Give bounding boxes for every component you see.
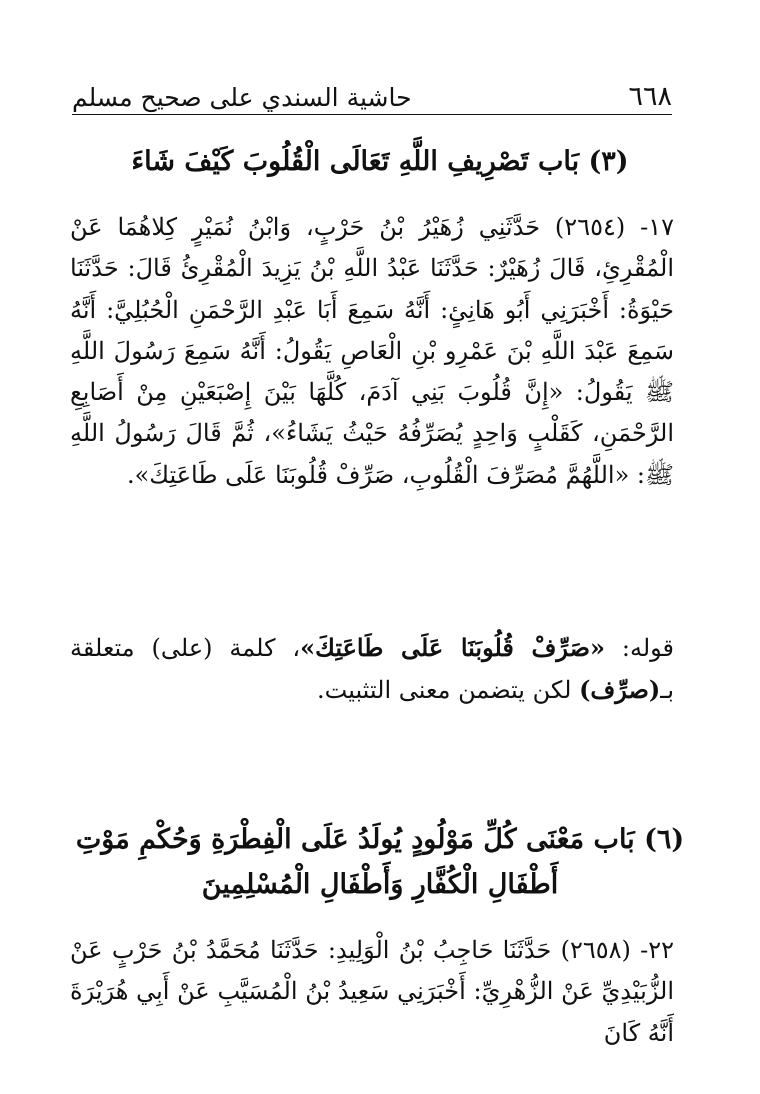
commentary-tail: لكن يتضمن معنى التثبيت. <box>317 676 580 705</box>
hadith-text: ١٧- (٢٦٥٤) حَدَّثَنِي زُهَيْرُ بْنُ حَرْبٍ، وَابْنُ نُمَيْرٍ كِلاهُمَا عَنْ الْمُقْرِئِ، قَالَ زُهَيْرٌ: حَدَّثَنَا عَبْدُ اللَّهِ بْنُ يَزِيدَ الْمُقْرِئُ قَالَ: حَدَّثَنَا حَيْوَةُ: أَخْبَرَنِي أَبُو هَانِئٍ: أَنَّهُ سَمِعَ أَبَا عَبْدِ الرَّحْمَنِ الْحُبُلِيَّ: أَنَّهُ سَمِعَ عَبْدَ اللَّهِ بْنَ عَمْرِو بْنِ الْعَاصِ يَقُولُ: أَنَّهُ سَمِعَ رَسُولَ اللَّهِ ﷺ يَقُولُ: «إِنَّ قُلُوبَ بَنِي آدَمَ، كُلَّهَا بَيْنَ إِصْبَعَيْنِ مِنْ أَصَابِعِ الرَّحْمَنِ، كَقَلْبٍ وَاحِدٍ يُصَرِّفُهُ حَيْثُ يَشَاءُ»، ثُمَّ قَالَ رَسُولُ اللَّهِ ﷺ: «اللَّهُمَّ مُصَرِّفَ الْقُلُوبِ، صَرِّفْ قُلُوبَنَا عَلَى طَاعَتِكَ». <box>70 213 675 489</box>
hadith-text: ٢٢- (٢٦٥٨) حَدَّثَنَا حَاجِبُ بْنُ الْوَلِيدِ: حَدَّثَنَا مُحَمَّدُ بْنُ حَرْبٍ عَنْ الزُّبَيْدِيِّ عَنْ الزُّهْرِيِّ: أَخْبَرَنِي سَعِيدُ بْنُ الْمُسَيَّبِ عَنْ أَبِي هُرَيْرَةَ أَنَّهُ كَانَ <box>70 936 674 1047</box>
commentary-paragraph <box>70 627 674 712</box>
page-header <box>72 70 672 115</box>
commentary-lead: قوله: <box>605 634 675 662</box>
commentary-quote: «صَرِّفْ قُلُوبَنَا عَلَى طَاعَتِكَ» <box>300 633 605 662</box>
chapter-heading: (٦) بَاب مَعْنَى كُلِّ مَوْلُودٍ يُولَدُ عَلَى الْفِطْرَةِ وَحُكْمِ مَوْتِ أَطْفَالِ الْكُفَّارِ وَأَطْفَالِ الْمُسْلِمِينَ <box>75 824 685 900</box>
chapter-heading: (٣) بَاب تَصْرِيفِ اللَّهِ تَعَالَى الْقُلُوبَ كَيْفَ شَاءَ <box>131 146 629 177</box>
page-number: ٦٦٨ <box>628 81 672 112</box>
commentary-body: ، كلمة (على) متعلقة بـ <box>70 634 674 705</box>
commentary-term: (صرِّف) <box>579 675 661 705</box>
running-title: حاشية السندي على صحيح مسلم <box>72 83 412 112</box>
